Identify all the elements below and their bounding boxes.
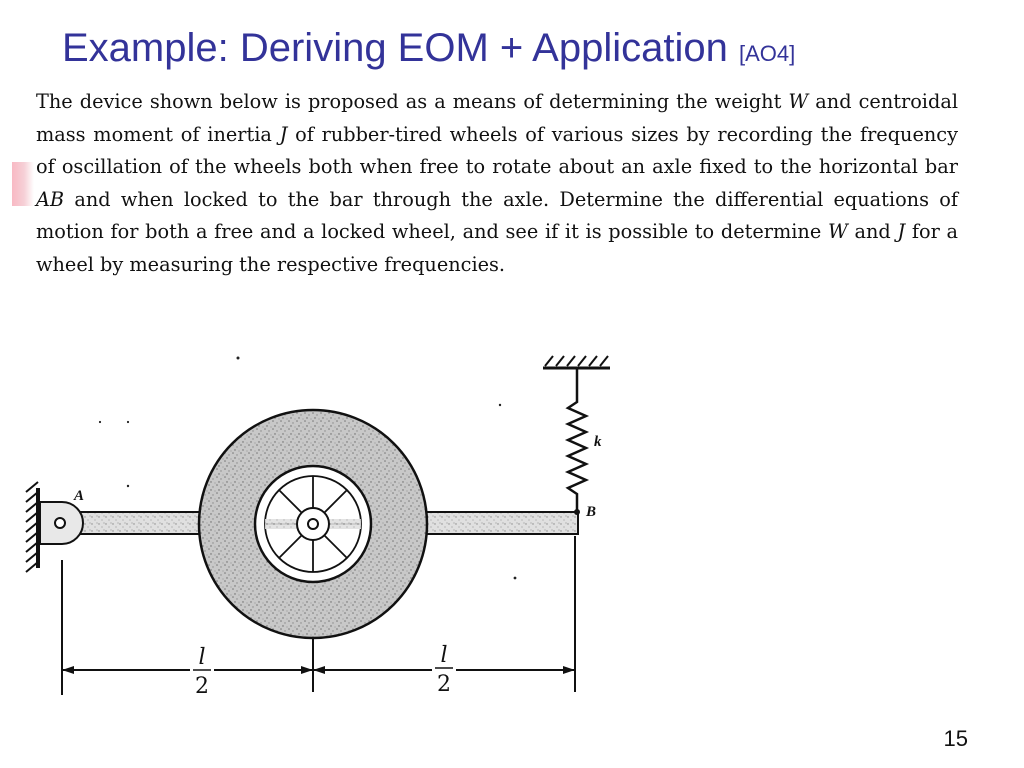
- variable-w-second: W: [827, 220, 848, 244]
- slide-title-text: Example: Deriving EOM + Application: [62, 26, 728, 70]
- label-a: A: [74, 488, 85, 504]
- variable-ab: AB: [36, 187, 65, 211]
- slide-accent-bar: [12, 162, 34, 206]
- dimension-right-numerator: l: [440, 643, 448, 668]
- pin-a: [55, 518, 65, 528]
- slide-title-tag: [AO4]: [738, 41, 796, 66]
- spring-k: [568, 368, 586, 512]
- problem-text-part-3: of rubber-tired wheels of various sizes by recording the frequency of oscillation of the wheels both when free to rotate about an axle fixed to the horizontal bar: [36, 122, 958, 179]
- dimension-left-numerator: l: [198, 645, 206, 670]
- problem-text-part-6: for a wheel by measuring the respective frequencies.: [36, 220, 958, 276]
- wheel-device-diagram: [0, 340, 640, 705]
- slide-title: [62, 24, 795, 78]
- dimension-left-denominator: 2: [195, 674, 209, 699]
- problem-text-part-5: and: [847, 220, 898, 244]
- problem-text-part-4: and when locked to the bar through the axle. Determine the differential equations of motion for both a free and a locked wheel, and see if it is possible to determine: [36, 187, 958, 244]
- left-wall-support: [26, 482, 38, 572]
- ceiling-support: [543, 356, 610, 368]
- page-number: 15: [943, 726, 968, 751]
- variable-j-second: J: [897, 220, 906, 244]
- problem-text-part-1: The device shown below is proposed as a means of determining the weight: [36, 90, 789, 113]
- problem-text-part-2: and centroidal mass moment of inertia: [36, 90, 958, 146]
- axle: [308, 519, 318, 529]
- dimension-right-denominator: 2: [437, 672, 451, 697]
- problem-statement: [36, 86, 958, 282]
- label-b: B: [586, 504, 597, 520]
- label-k: k: [594, 434, 602, 450]
- variable-w: W: [788, 90, 809, 113]
- variable-j: J: [279, 122, 288, 146]
- point-b: [574, 509, 580, 515]
- rubber-tired-wheel: [199, 410, 427, 638]
